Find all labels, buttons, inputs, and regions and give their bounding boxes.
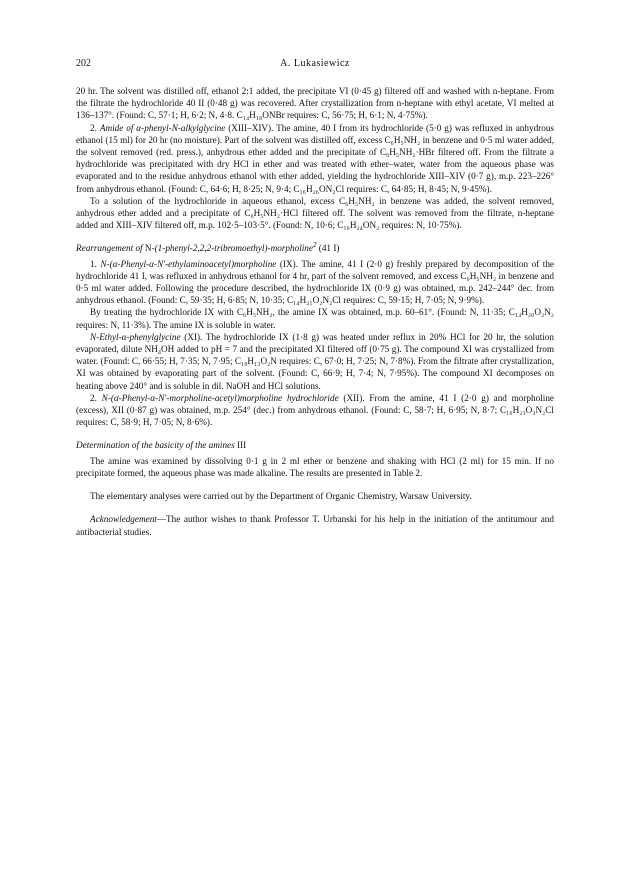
paragraph-text: (XIII–XIV). The amine, 40 I from its hydrochloride (5·0 g) was refluxed in anhydrous ethanol (15 ml) for 20 hr (no moisture). Part of the solvent was distilled off, excess C₆H₅NH₂ in benzene and 0·5 ml water added, the solvent removed (red. press.), anhydrous ether added and the precipitate of C₆H₅NH₂·HBr filtered off. From the filtrate a hydrochloride was precipitated with dry HCl in ether and was treated with ether–water, water from the aqueous phase was evaporated and to the residue anhydrous ethanol with ether added, yielding the hydrochloride XIII–XIV (0·7 g), m.p. 223–226° from anhydrous ethanol. (Found: C, 64·6; H, 8·25; N, 9·4; C₁₆H₂₆ON₂Cl requires: C, 64·85; H, 8·45; N, 9·45%). (76, 122, 554, 194)
heading-prefix: Rearrangement of (76, 243, 145, 254)
paragraph-analyses: The elementary analyses were carried out by the Department of Organic Chemistry, Warsaw University. (90, 491, 472, 502)
acknowledgement-text: —The author wishes to thank Professor T. Urbanski for his help in the initiation of the antitumour and antibacterial studies. (76, 514, 554, 537)
running-title: A. Lukasiewicz (280, 58, 350, 69)
compound-title: N-(α-Phenyl-α-N′-ethylaminoacetyl)morpholine (100, 258, 277, 269)
item-number: 2. (90, 392, 102, 403)
paragraph-continuation: 20 hr. The solvent was distilled off, ethanol 2:1 added, the precipitate VI (0·45 g) filtered off and washed with n-heptane. From the filtrate the hydrochloride 40 II (0·48 g) was recovered. After crystallization from n-heptane with ethyl acetate, VI melted at 136–137°. (Found: C, 57·1; H, 6·2; N, 4·8. C₁₄H₁₈ONBr requires: C, 56·75; H, 6·1; N, 4·75%). (76, 86, 554, 121)
paragraph-amine-ix: By treating the hydrochloride IX with C₆H₅NH₂, the amine IX was obtained, m.p. 60–61°. (Found: N, 11·35; C₁₄H₂₀O₂N₂ requires: N, 11·3%). The amine IX is soluble in water. (76, 307, 554, 330)
paragraph-ethyl-glycine (76, 331, 554, 392)
heading-tail: (41 I) (316, 243, 340, 254)
page-header (76, 58, 554, 72)
paragraph-text: (IX). The amine, 41 I (2·0 g) freshly prepared by decomposition of the hydrochloride 41 I, was refluxed in anhydrous ethanol for 4 hr, part of the solvent removed, and excess C₆H₅NH₂ in benzene and 0·5 ml water added. Following the procedure described, the hydrochloride IX (0·9 g) was obtained, m.p. 242–244° dec. from anhydrous ethanol. (Found: C, 59·35; H, 6·85; N, 10·35; C₁₄H₂₁O₂N₂Cl requires: C, 59·15; H, 7·05; N, 9·9%). (76, 258, 554, 306)
paragraph-basicity-method: The amine was examined by dissolving 0·1 g in 2 ml ether or benzene and shaking with HCl (2 ml) for 15 min. If no precipitate formed, the aqueous phase was made alkaline. The results are presented in Table 2. (76, 455, 554, 478)
heading-reference: 2 (312, 241, 317, 250)
paragraph-text: (XI). The hydrochloride IX (1·8 g) was heated under reflux in 20% HCl for 20 hr, the solution evaporated, dilute NH₄OH added to pH = 7 and the precipitated XI filtered off (0·75 g). The compound XI was crystallized from water. (Found: C, 66·55; H, 7·35; N, 7·95; C₁₀H₁₃O₂N requires: C, 67·0; H, 7·25; N, 7·8%). From the filtrate after crystallization, XI was obtained by evaporating part of the solvent. (Found: C, 66·9; H, 7·4; N, 7·95%). The compound XI decomposes on heating above 240° and is soluble in dil. NaOH and HCl solutions. (76, 331, 554, 391)
acknowledgement-label: Acknowledgement (90, 514, 157, 525)
paragraph-morpholine-xii (76, 392, 554, 429)
item-number: 1. (90, 258, 101, 269)
section-heading-basicity (76, 439, 554, 451)
acknowledgement (76, 513, 554, 537)
compound-title: N-Ethyl-α-phenylglycine (90, 331, 181, 342)
heading-n: N (144, 243, 152, 254)
paragraph-hydrochloride-solution: To a solution of the hydrochloride in aqueous ethanol, excess C₆H₅NH₂ in benzene was added, the solvent removed, anhydrous ether added and a precipitate of C₆H₅NH₂·HCl filtered off. The solvent was removed from the filtrate, n-heptane added and XIII–XIV filtered off, m.p. 102·5–103·5°. (Found: N, 10·6; C₁₆H₂₄ON₂ requires: N, 10·75%). (76, 195, 554, 231)
heading-prefix: Determination of the basicity of the amines (76, 440, 235, 451)
page-number: 202 (76, 58, 91, 69)
item-number: 2. (90, 122, 100, 133)
heading-compound: -(1-phenyl-2,2,2-tribromoethyl)-morpholine (151, 243, 313, 254)
paragraph-morpholine-ix (76, 258, 554, 307)
compound-title: Amide of α-phenyl-N-alkylglycine (99, 122, 226, 133)
article-body (76, 85, 554, 538)
heading-tail: III (234, 440, 247, 451)
section-heading-rearrangement (76, 242, 554, 254)
paragraph-text: (XII). From the amine, 41 I (2·0 g) and morpholine (excess), XII (0·87 g) was obtained, m.p. 254° (dec.) from anhydrous ethanol. (Found: C, 58·7; H, 6·95; N, 8·7; C₁₆H₂₃O₃N₂Cl requires: C, 58·9; H, 7·05; N, 8·6%). (76, 392, 554, 428)
paragraph-amide-glycine (76, 122, 554, 195)
compound-title: N-(α-Phenyl-α-N′-morpholine-acetyl)morpholine hydrochloride (101, 392, 339, 403)
